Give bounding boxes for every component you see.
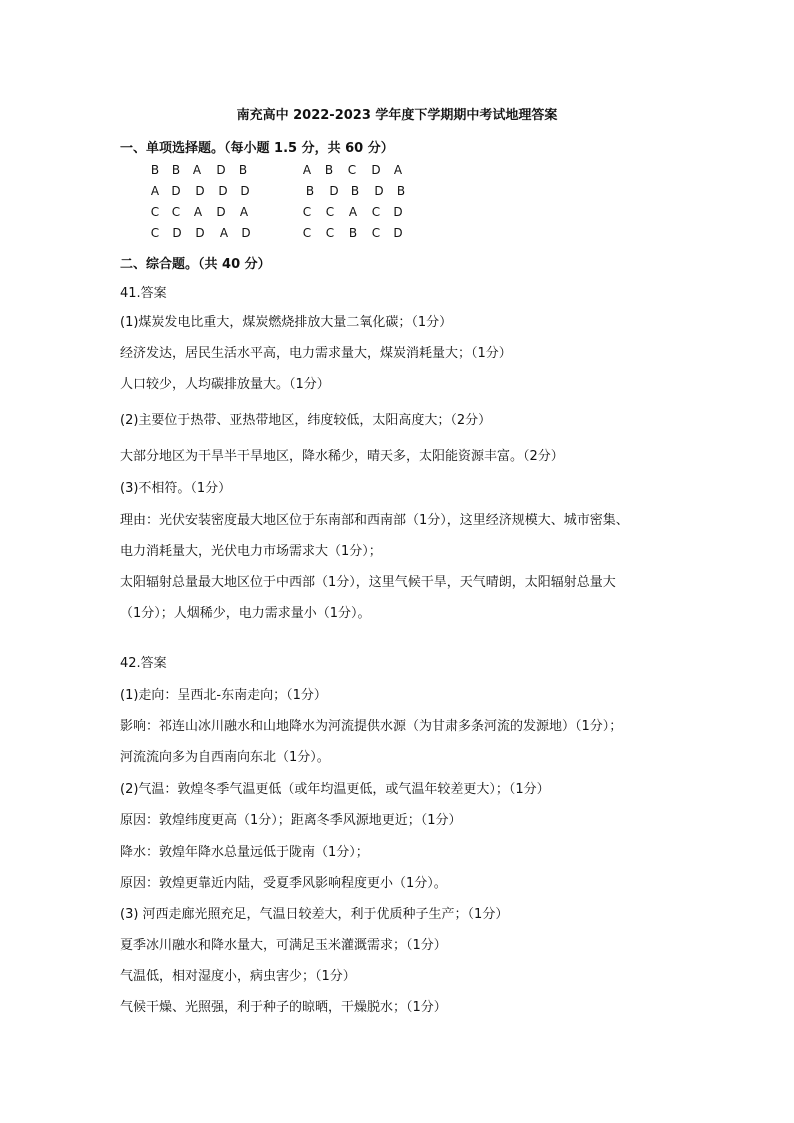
answer-cell: D — [195, 184, 205, 198]
answer-cell: A — [348, 205, 358, 219]
answer-line: （1分）；人烟稀少，电力需求量小（1分）。 — [120, 606, 371, 621]
answer-line: 电力消耗量大，光伏电力市场需求大（1分）； — [120, 544, 382, 559]
answer-cell: D — [216, 163, 226, 177]
answer-cell: D — [374, 184, 384, 198]
answer-cell: C — [150, 205, 160, 219]
answer-cell: C — [347, 163, 357, 177]
answer-cell: B — [305, 184, 315, 198]
answer-line: (1)走向：呈西北-东南走向；（1分） — [120, 688, 327, 703]
answer-cell: D — [216, 205, 226, 219]
answer-cell: A — [302, 163, 312, 177]
answer-cell: B — [171, 163, 181, 177]
answer-line: 原因：敦煌更靠近内陆，受夏季风影响程度更小（1分）。 — [120, 876, 447, 891]
answer-cell: B — [324, 163, 334, 177]
answer-line: 气温低，相对湿度小，病虫害少；（1分） — [120, 969, 356, 984]
page-title: 南充高中 2022-2023 学年度下学期期中考试地理答案 — [236, 108, 558, 123]
answer-line: 太阳辐射总量最大地区位于中西部（1分），这里气候干旱，天气晴朗，太阳辐射总量大 — [120, 575, 616, 590]
answer-cell: C — [371, 226, 381, 240]
answer-cell: A — [393, 163, 403, 177]
q41-label: 41.答案 — [120, 286, 167, 301]
answer-cell: C — [371, 205, 381, 219]
answer-cell: A — [219, 226, 229, 240]
answer-cell: D — [195, 226, 205, 240]
answer-line: 影响：祁连山冰川融水和山地降水为河流提供水源（为甘肃多条河流的发源地）（1分）； — [120, 719, 623, 734]
answer-cell: B — [150, 163, 160, 177]
answer-line: 人口较少，人均碳排放量大。（1分） — [120, 377, 330, 392]
answer-cell: C — [150, 226, 160, 240]
answer-cell: D — [329, 184, 339, 198]
answer-cell: D — [393, 205, 403, 219]
answer-line: 降水：敦煌年降水总量远低于陇南（1分）； — [120, 845, 369, 860]
section1-heading: 一、单项选择题。（每小题 1.5 分，共 60 分） — [120, 141, 394, 156]
answer-cell: A — [150, 184, 160, 198]
answer-line: 大部分地区为干旱半干旱地区，降水稀少，晴天多，太阳能资源丰富。（2分） — [120, 449, 564, 464]
answer-line: (2)气温：敦煌冬季气温更低（或年均温更低，或气温年较差更大）；（1分） — [120, 782, 550, 797]
answer-line: (3) 河西走廊光照充足，气温日较差大，利于优质种子生产；（1分） — [120, 907, 509, 922]
answer-line: (2)主要位于热带、亚热带地区，纬度较低，太阳高度大；（2分） — [120, 413, 492, 428]
section2-heading: 二、综合题。（共 40 分） — [120, 257, 271, 272]
answer-cell: D — [241, 226, 251, 240]
answer-cell: D — [240, 184, 250, 198]
answer-cell: C — [325, 205, 335, 219]
answer-cell: C — [302, 205, 312, 219]
answer-line: 河流流向多为自西南向东北（1分）。 — [120, 750, 330, 765]
answer-line: 夏季冰川融水和降水量大，可满足玉米灌溉需求；（1分） — [120, 938, 447, 953]
answer-cell: C — [171, 205, 181, 219]
answer-cell: B — [350, 184, 360, 198]
answer-cell: D — [172, 226, 182, 240]
answer-line: 气候干燥、光照强，利于种子的晾晒，干燥脱水；（1分） — [120, 1000, 447, 1015]
answer-cell: B — [396, 184, 406, 198]
answer-line: 理由：光伏安装密度最大地区位于东南部和西南部（1分），这里经济规模大、城市密集、 — [120, 513, 629, 528]
answer-cell: D — [171, 184, 181, 198]
q42-label: 42.答案 — [120, 656, 167, 671]
answer-cell: A — [193, 205, 203, 219]
answer-cell: D — [393, 226, 403, 240]
answer-cell: C — [302, 226, 312, 240]
answer-line: (3)不相符。（1分） — [120, 481, 232, 496]
answer-cell: B — [238, 163, 248, 177]
answer-cell: D — [371, 163, 381, 177]
answer-cell: D — [218, 184, 228, 198]
answer-line: 经济发达，居民生活水平高，电力需求量大，煤炭消耗量大；（1分） — [120, 346, 512, 361]
answer-cell: A — [192, 163, 202, 177]
answer-line: 原因：敦煌纬度更高（1分）；距离冬季风源地更近；（1分） — [120, 813, 462, 828]
answer-cell: A — [239, 205, 249, 219]
answer-cell: B — [348, 226, 358, 240]
answer-cell: C — [325, 226, 335, 240]
answer-line: (1)煤炭发电比重大，煤炭燃烧排放大量二氧化碳；（1分） — [120, 315, 453, 330]
